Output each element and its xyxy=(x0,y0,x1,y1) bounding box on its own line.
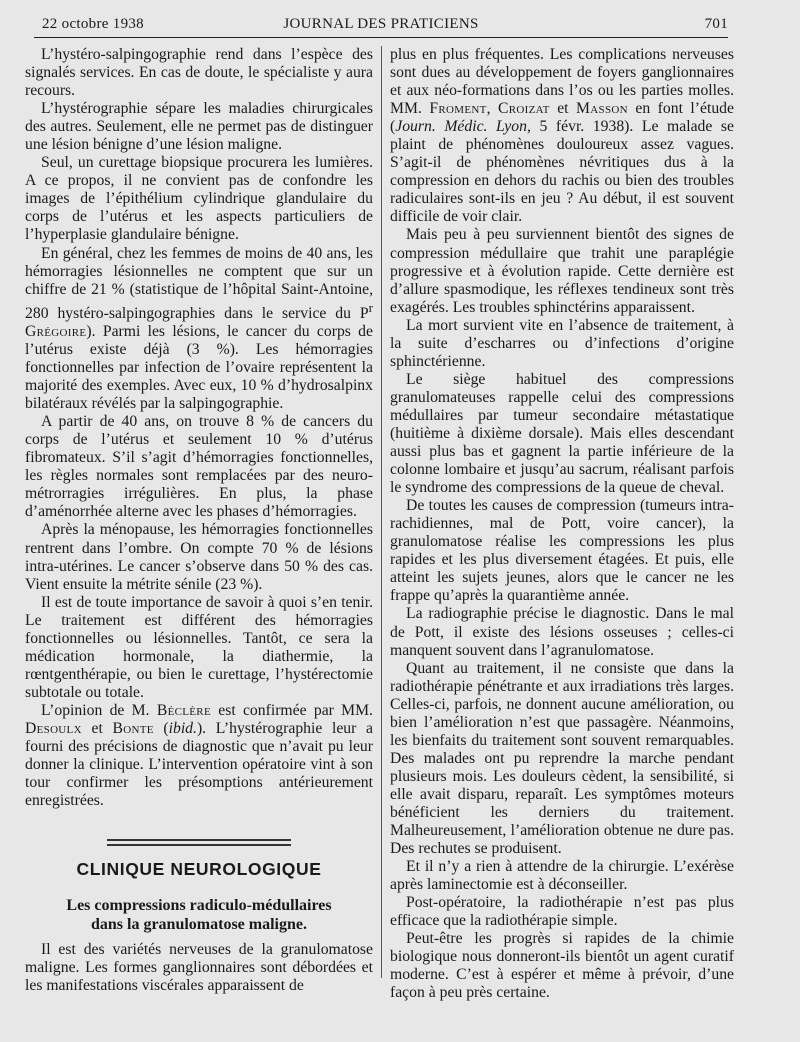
section-title: CLINIQUE NEUROLOGIQUE xyxy=(76,859,322,880)
text-run: en font l’étude ( xyxy=(390,100,734,136)
text-run: , xyxy=(486,100,499,118)
page-header xyxy=(34,16,728,36)
author-name: Masson xyxy=(576,100,628,118)
reference: ibid. xyxy=(168,719,197,737)
text-run: En général, chez les femmes de moins de 40 ans, les hémorragies lésionnelles ne comptent que sur un chiffre de 21 % (statistique de l’hôpital Saint-Antoine, 280 hystéro-salpingographies dans le service du P xyxy=(25,244,373,322)
header-rule xyxy=(34,37,728,38)
paragraph: Et il n’y a rien à attendre de la chirurgie. L’exérèse après laminectomie est à déconseiller. xyxy=(390,858,734,894)
reference: Journ. Médic. Lyon, xyxy=(395,118,531,136)
author-name: Froment xyxy=(429,100,487,118)
author-name: Grégoire xyxy=(25,322,87,340)
paragraph: La radiographie précise le diagnostic. Dans le mal de Pott, il existe des lésions osseuses ; celles-ci manquent souvent dans l’agranulomatose. xyxy=(390,605,734,659)
superscript: r xyxy=(368,299,373,315)
paragraph: Il est de toute importance de savoir à quoi s’en tenir. Le traitement est différent des hémorragies fonctionnelles ou lésionnelles. Tantôt, ce sera la médication hormonale, la diathermie, la rœntgenthérapie, ou bien le curettage, l’hystérectomie subtotale ou totale. xyxy=(25,593,373,701)
paragraph: La mort survient vite en l’absence de traitement, à la suite d’escharres ou d’infections d’origine sphinctérienne. xyxy=(390,316,734,370)
text-run: ). Parmi les lésions, le cancer du corps de l’utérus existe déjà (3 %). Les hémorragies fonctionnelles par infection de l’ovaire représentent la majorité des exemples. Avec eux, 10 % d’hydrosalpinx bilatéraux révélés par la salpingographie. xyxy=(25,322,373,413)
paragraph xyxy=(390,46,734,226)
page-number: 701 xyxy=(704,16,728,32)
text-run: est confirmée par MM. xyxy=(210,701,373,719)
paragraph xyxy=(25,245,373,414)
right-column xyxy=(390,46,734,1002)
paragraph: Peut-être les progrès si rapides de la chimie biologique nous donneront-ils bientôt un agent curatif moderne. C’est à espérer et même à prévoir, d’une façon à peu près certaine. xyxy=(390,930,734,1002)
paragraph: L’hystérographie sépare les maladies chirurgicales des autres. Seulement, elle ne permet pas de distinguer une lésion bénigne d’une lésion maligne. xyxy=(25,100,373,154)
article-title-line: dans la granulomatose maligne. xyxy=(90,916,307,934)
text-run: et xyxy=(549,100,577,118)
paragraph: A partir de 40 ans, on trouve 8 % de cancers du corps de l’utérus et seulement 10 % d’utérus fibromateux. S’il s’agit d’hémorragies fonctionnelles, les règles normales sont remplacées par des neuro-métrorragies irrégulières. En plus, la phase d’aménorrhée alterne avec les phases d’hémorragies. xyxy=(25,413,373,521)
text-run: plus en plus fréquentes. Les complications nerveuses sont dues au développement de foyers ganglionnaires et aux néo-formations dans l’os ou les parties molles. MM. xyxy=(390,46,734,118)
paragraph: L’hystéro-salpingographie rend dans l’espèce des signalés services. En cas de doute, le spécialiste y aura recours. xyxy=(25,46,373,100)
text-run: et xyxy=(81,719,113,737)
paragraph: Post-opératoire, la radiothérapie n’est pas plus efficace que la radiothérapie simple. xyxy=(390,894,734,930)
article-title xyxy=(25,896,373,934)
paragraph: Après la ménopause, les hémorragies fonctionnelles rentrent dans l’ombre. On compte 70 % de lésions intra-utérines. Le cancer s’observe dans 50 % des cas. Vient ensuite la métrite sénile (23 %). xyxy=(25,521,373,593)
paragraph xyxy=(25,702,373,810)
paragraph: Le siège habituel des compressions granulomateuses rappelle celui des compressions médullaires par tumeur secondaire métastatique (huitième à dixième dorsale). Mais elles descendant aussi plus bas et gagnent la partie inférieure de la colonne lombaire et jusqu’au sacrum, réalisant parfois le syndrome des compressions de la queue de cheval. xyxy=(390,370,734,497)
paragraph: Il est des variétés nerveuses de la granulomatose maligne. Les formes ganglionnaires sont débordées et les manifestations viscérales apparaissent de xyxy=(25,941,373,995)
journal-title: JOURNAL DES PRATICIENS xyxy=(283,16,479,32)
article-title-line: Les compressions radiculo-médullaires xyxy=(66,897,332,915)
author-name: Bonte xyxy=(112,719,154,737)
text-run: 5 févr. 1938). Le malade se plaint de phénomènes douloureux assez vagues. S’agit-il de phénomènes névritiques dus à la compression en dehors du rachis ou bien des troubles radiculaires sont-ils en jeu ? Au début, il est souvent difficile de voir clair. xyxy=(390,118,734,226)
left-column xyxy=(25,46,373,995)
paragraph: Quant au traitement, il ne consiste que dans la radiothérapie pénétrante et aux irradiations très larges. Celles-ci, parfois, ne donnent aucune amélioration, ou bien l’amélioration n’est que passagère. Néanmoins, les bienfaits du traitement sont souvent remarquables. Des malades ont pu reprendre la marche pendant plusieurs mois. Les douleurs cèdent, la sensibilité, si elle avait disparu, reparaît. Les symptômes moteurs bénéficient les derniers du traitement. Malheureusement, l’amélioration obtenue ne dure pas. Des rechutes se produisent. xyxy=(390,659,734,858)
paragraph: Seul, un curettage biopsique procurera les lumières. A ce propos, il ne convient pas de confondre les images de l’épithélium cylindrique glandulaire du corps de l’utérus et les aspects particuliers de l’hyperplasie glandulaire bénigne. xyxy=(25,154,373,244)
text-run: L’opinion de M. xyxy=(41,701,157,719)
column-divider xyxy=(381,46,382,978)
text-run: ). L’hystérographie leur a fourni des précisions de diagnostic que n’avait pu leur donner la clinique. L’intervention opératoire vint à son tour confirmer les présomptions antérieurement enregistrées. xyxy=(25,719,373,810)
header-date: 22 octobre 1938 xyxy=(42,16,144,32)
author-name: Béclère xyxy=(156,701,211,719)
paragraph: De toutes les causes de compression (tumeurs intra-rachidiennes, mal de Pott, voire cancer), la granulomatose réalise les compressions les plus rapides et les plus diversement étagées. Et puis, elle atteint les sujets jeunes, alors que le cancer ne les frappe qu’après la quarantième année. xyxy=(390,497,734,605)
paragraph: Mais peu à peu surviennent bientôt des signes de compression médullaire que trahit une paraplégie progressive et à évolution rapide. Cette dernière est d’allure spasmodique, les réflexes tendineux sont très exagérés. Les troubles sphinctérins apparaissent. xyxy=(390,226,734,316)
text-run: ( xyxy=(153,719,169,737)
author-name: Desoulx xyxy=(25,719,82,737)
section-divider xyxy=(107,839,291,846)
author-name: Croizat xyxy=(498,100,550,118)
